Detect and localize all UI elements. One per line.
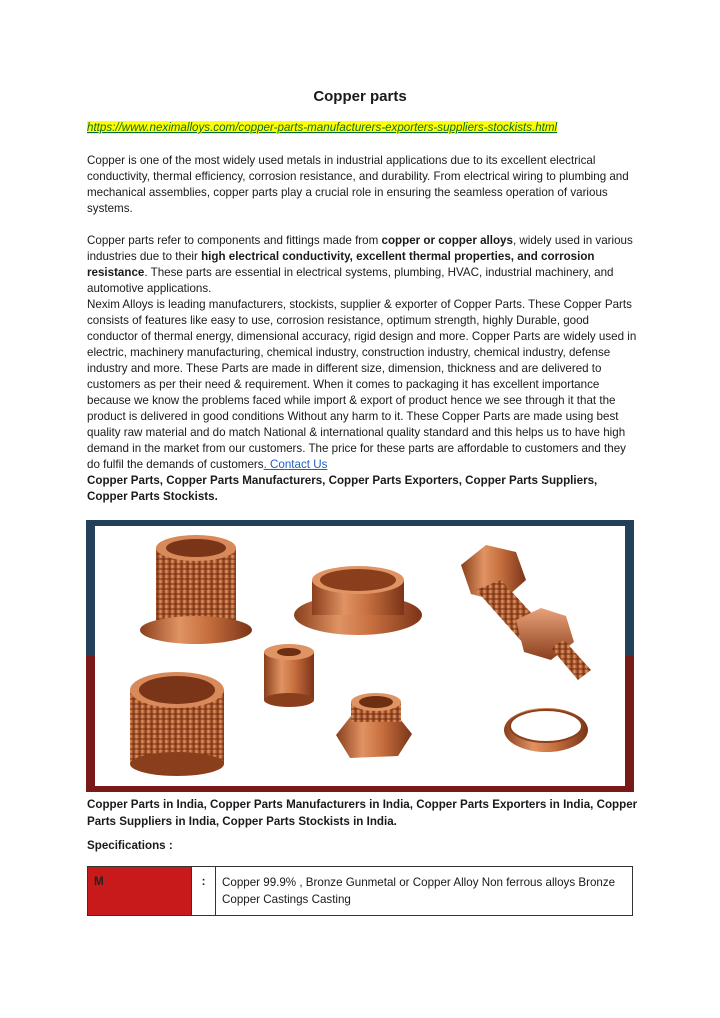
intro-paragraph: Copper is one of the most widely used metals in industrial applications due to its excellent electrical conductivity, thermal efficiency, corrosion resistance, and durability. From electrical wiring to plumbing and mechanical assemblies, copper parts play a crucial role in ensuring the seamless operation of various systems. [87,154,629,215]
small-bushing-part [264,644,314,707]
bold-segment: high electrical conductivity, excellent thermal properties, and corrosion resistance [87,250,595,279]
source-url-link[interactable]: https://www.neximalloys.com/copper-parts-manufacturers-exporters-suppliers-stockists.html [87,121,558,134]
specifications-heading: Specifications : [87,839,173,852]
photo-caption: Copper Parts in India, Copper Parts Manufacturers in India, Copper Parts Exporters in India, Copper Parts Suppliers in India, Copper Parts Stockists in India. [87,798,638,828]
spec-value-cell: Copper 99.9% , Bronze Gunmetal or Copper Alloy Non ferrous alloys Bronze Copper Castings Casting [222,876,616,906]
photo-illustration [86,520,634,792]
contact-us-link[interactable]: . Contact Us [263,458,328,471]
text-segment: Copper parts refer to components and fittings made from [87,234,382,247]
keywords-line: Copper Parts, Copper Parts Manufacturers, Copper Parts Exporters, Copper Parts Suppliers, Copper Parts Stockists. [87,474,598,503]
spec-colon-cell: : [192,867,216,915]
spec-label-cell: M [88,867,192,915]
thin-ring-part [504,708,588,752]
threaded-bush-part [130,672,224,776]
specifications-table [87,866,633,916]
page-title: Copper parts [313,88,407,105]
text-segment: , widely used in various industries due to their [87,234,633,263]
text-segment: . These parts are essential in electrical systems, plumbing, HVAC, industrial machinery, and automotive applications. [87,266,614,295]
threaded-flange-part [140,535,252,644]
definition-paragraph [87,233,639,297]
copper-parts-photo [86,520,634,792]
bold-segment: copper or copper alloys [381,234,513,247]
description-text: Nexim Alloys is leading manufacturers, stockists, supplier & exporter of Copper Parts. These Copper Parts consists of features like easy to use, corrosion resistance, optimum strength, highly Durable, good conductor of thermal energy, dimensional accuracy, rigid design and more. Copper Parts are widely used in electric, machinery manufacturing, chemical industry, construction industry, chemical industry, defense industry and more. These Parts are made in different size, dimension, thickness and are delivered to customers as per their need & requirement. When it comes to packaging it has excellent importance because we know the problems faced while import & export of product hence we see through it that the product is delivered in good conditions Without any harm to it. These Copper Parts are made using best quality raw material and do match National & international quality standard and this helps us to have high demand in the market from our customers. The price for these parts are affordable to customers and they do fulfil the demands of customers [87,298,637,471]
description-paragraph [87,297,639,505]
